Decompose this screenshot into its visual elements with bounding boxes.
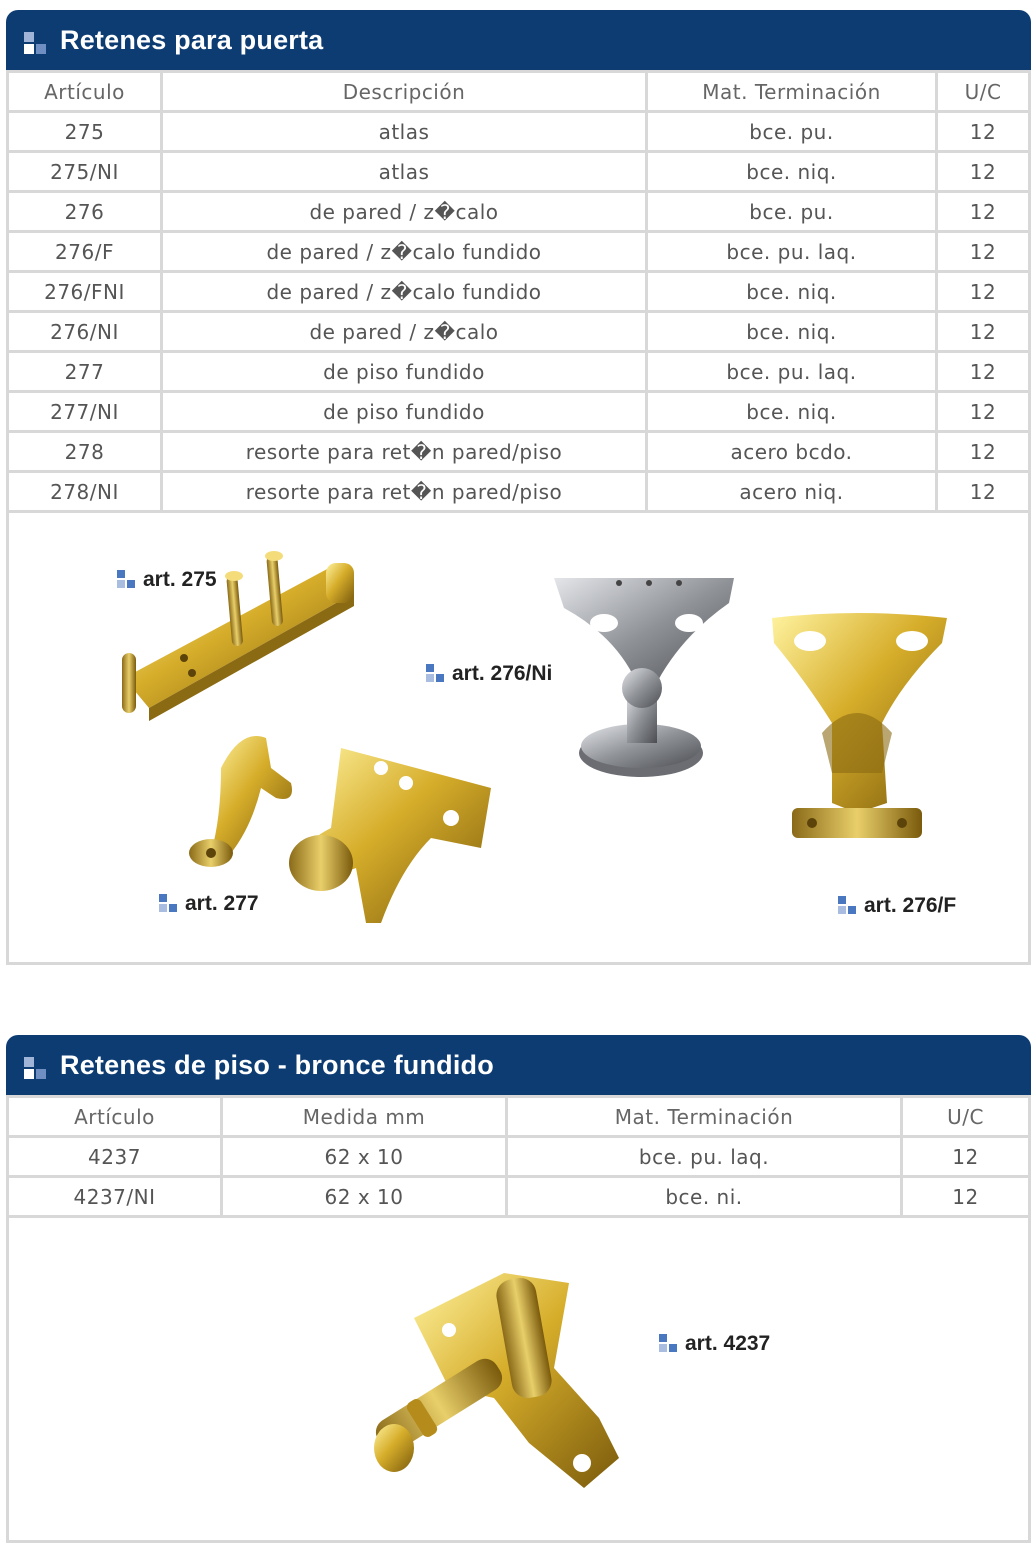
cell-descripcion: atlas bbox=[163, 153, 645, 190]
product-label bbox=[838, 894, 956, 918]
cell-descripcion: de piso fundido bbox=[163, 393, 645, 430]
cell-uc: 12 bbox=[938, 153, 1028, 190]
column-header: Artículo bbox=[9, 73, 160, 110]
product-gallery bbox=[6, 513, 1031, 965]
cell-descripcion: de pared / z�calo bbox=[163, 313, 645, 350]
cell-uc: 12 bbox=[938, 193, 1028, 230]
cell-articulo: 278 bbox=[9, 433, 160, 470]
table-row bbox=[9, 1138, 1028, 1175]
cell-articulo: 275/NI bbox=[9, 153, 160, 190]
section-header bbox=[6, 10, 1031, 70]
table-row bbox=[9, 393, 1028, 430]
cell-descripcion: de pared / z�calo fundido bbox=[163, 233, 645, 270]
column-header: U/C bbox=[938, 73, 1028, 110]
column-header: U/C bbox=[903, 1098, 1028, 1135]
table-row bbox=[9, 273, 1028, 310]
label-text: art. 276/F bbox=[864, 894, 957, 917]
cell-descripcion: de piso fundido bbox=[163, 353, 645, 390]
cell-uc: 12 bbox=[938, 113, 1028, 150]
product-image-275 bbox=[114, 548, 364, 738]
cell-articulo: 276 bbox=[9, 193, 160, 230]
section-retenes-piso bbox=[6, 1035, 1031, 1543]
cell-medida: 62 x 10 bbox=[223, 1178, 505, 1215]
section-title: Retenes de piso - bronce fundido bbox=[60, 1049, 494, 1080]
cell-uc: 12 bbox=[938, 313, 1028, 350]
cell-articulo: 4237/NI bbox=[9, 1178, 220, 1215]
table-header-row bbox=[9, 73, 1028, 110]
cell-articulo: 276/FNI bbox=[9, 273, 160, 310]
label-text: art. 275 bbox=[143, 568, 217, 591]
table-row bbox=[9, 353, 1028, 390]
cell-articulo: 278/NI bbox=[9, 473, 160, 510]
label-text: art. 277 bbox=[185, 892, 259, 915]
cell-uc: 12 bbox=[938, 473, 1028, 510]
squares-marker-icon bbox=[159, 894, 179, 914]
squares-logo-icon bbox=[24, 1057, 48, 1081]
cell-uc: 12 bbox=[938, 233, 1028, 270]
section-title: Retenes para puerta bbox=[60, 24, 324, 55]
cell-material: bce. pu. laq. bbox=[648, 233, 935, 270]
cell-descripcion: atlas bbox=[163, 113, 645, 150]
cell-uc: 12 bbox=[938, 353, 1028, 390]
cell-articulo: 276/NI bbox=[9, 313, 160, 350]
product-label bbox=[659, 1332, 770, 1356]
cell-material: bce. ni. bbox=[508, 1178, 900, 1215]
product-image-4237 bbox=[354, 1258, 639, 1498]
product-table bbox=[6, 70, 1031, 513]
cell-material: bce. pu. bbox=[648, 193, 935, 230]
cell-articulo: 4237 bbox=[9, 1138, 220, 1175]
cell-articulo: 275 bbox=[9, 113, 160, 150]
product-image-276ni bbox=[549, 568, 744, 783]
column-header: Artículo bbox=[9, 1098, 220, 1135]
table-header-row bbox=[9, 1098, 1028, 1135]
cell-uc: 12 bbox=[903, 1178, 1028, 1215]
section-header bbox=[6, 1035, 1031, 1095]
cell-uc: 12 bbox=[903, 1138, 1028, 1175]
table-row bbox=[9, 1178, 1028, 1215]
table-row bbox=[9, 473, 1028, 510]
squares-marker-icon bbox=[838, 896, 858, 916]
cell-articulo: 276/F bbox=[9, 233, 160, 270]
cell-uc: 12 bbox=[938, 433, 1028, 470]
cell-material: bce. niq. bbox=[648, 153, 935, 190]
table-row bbox=[9, 433, 1028, 470]
table-row bbox=[9, 193, 1028, 230]
cell-material: acero niq. bbox=[648, 473, 935, 510]
table-row bbox=[9, 233, 1028, 270]
cell-medida: 62 x 10 bbox=[223, 1138, 505, 1175]
table-row bbox=[9, 153, 1028, 190]
cell-uc: 12 bbox=[938, 273, 1028, 310]
product-label bbox=[159, 892, 259, 916]
squares-logo-icon bbox=[24, 32, 48, 56]
cell-descripcion: de pared / z�calo bbox=[163, 193, 645, 230]
column-header: Mat. Terminación bbox=[648, 73, 935, 110]
product-gallery bbox=[6, 1218, 1031, 1543]
product-table bbox=[6, 1095, 1031, 1218]
cell-material: bce. pu. laq. bbox=[508, 1138, 900, 1175]
label-text: art. 276/Ni bbox=[452, 662, 553, 685]
cell-material: bce. niq. bbox=[648, 393, 935, 430]
cell-material: bce. niq. bbox=[648, 273, 935, 310]
cell-material: bce. pu. bbox=[648, 113, 935, 150]
cell-material: bce. niq. bbox=[648, 313, 935, 350]
cell-material: bce. pu. laq. bbox=[648, 353, 935, 390]
cell-articulo: 277 bbox=[9, 353, 160, 390]
product-image-276f bbox=[762, 613, 957, 858]
table-row bbox=[9, 113, 1028, 150]
cell-uc: 12 bbox=[938, 393, 1028, 430]
column-header: Medida mm bbox=[223, 1098, 505, 1135]
column-header: Mat. Terminación bbox=[508, 1098, 900, 1135]
squares-marker-icon bbox=[426, 664, 446, 684]
product-label bbox=[426, 662, 552, 686]
column-header: Descripción bbox=[163, 73, 645, 110]
cell-descripcion: resorte para ret�n pared/piso bbox=[163, 473, 645, 510]
cell-descripcion: resorte para ret�n pared/piso bbox=[163, 433, 645, 470]
squares-marker-icon bbox=[659, 1334, 679, 1354]
section-retenes-puerta bbox=[6, 10, 1031, 965]
cell-material: acero bcdo. bbox=[648, 433, 935, 470]
table-row bbox=[9, 313, 1028, 350]
cell-articulo: 277/NI bbox=[9, 393, 160, 430]
cell-descripcion: de pared / z�calo fundido bbox=[163, 273, 645, 310]
label-text: art. 4237 bbox=[685, 1332, 771, 1355]
